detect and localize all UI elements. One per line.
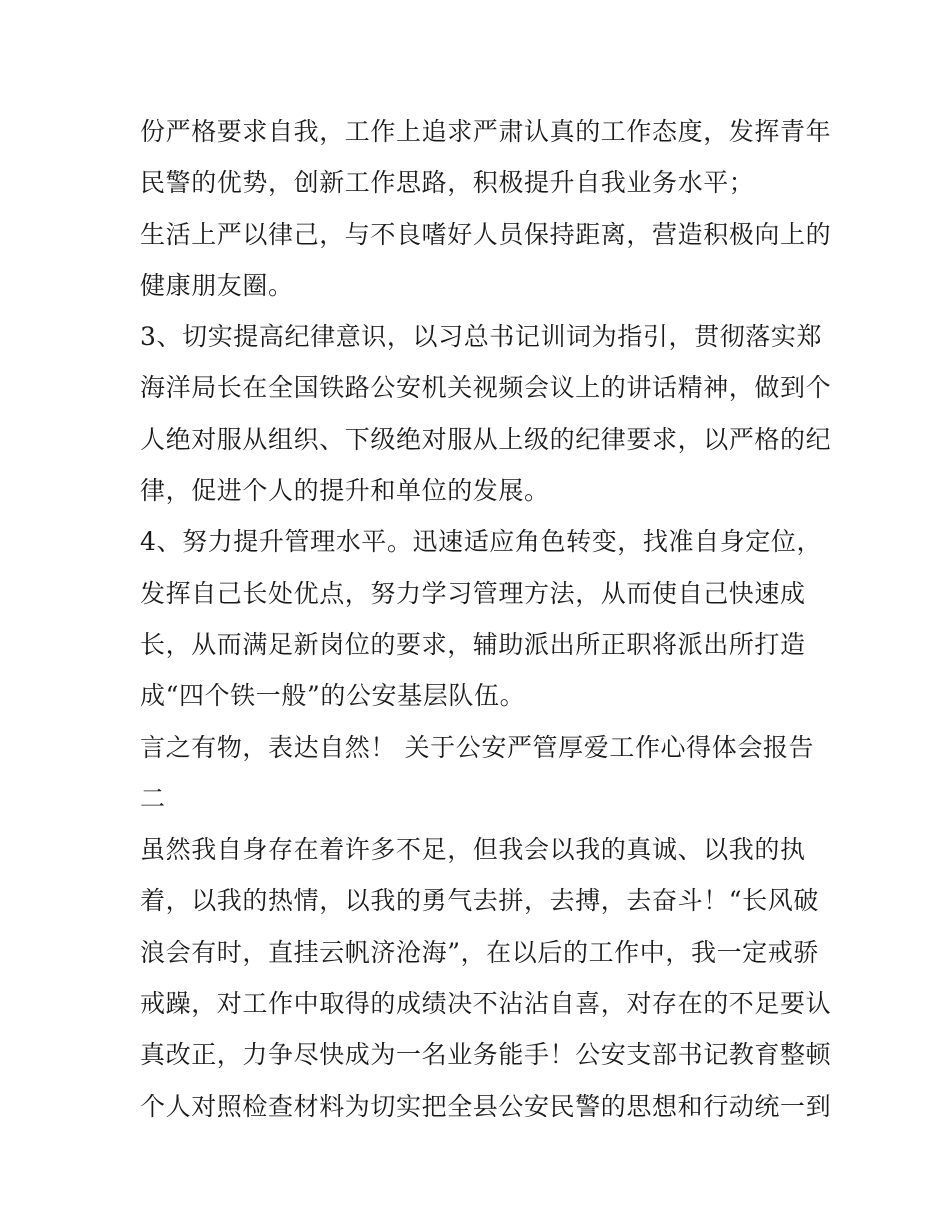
text-line: 二 [140, 783, 166, 813]
text-line: 人绝对服从组织、下级绝对服从上级的纪律要求，以严格的纪 [140, 424, 832, 454]
text-line: 言之有物，表达自然！ 关于公安严管厚爱工作心得体会报告 [140, 732, 815, 762]
text-line: 健康朋友圈。 [140, 270, 294, 300]
text-line: 律，促进个人的提升和单位的发展。 [140, 476, 550, 506]
text-line: 3、切实提高纪律意识，以习总书记训词为指引，贯彻落实郑 [140, 322, 823, 352]
text-line: 成“四个铁一般”的公安基层队伍。 [140, 681, 526, 711]
text-line: 长，从而满足新岗位的要求，辅助派出所正职将派出所打造 [140, 629, 806, 659]
text-line: 民警的优势，创新工作思路，积极提升自我业务水平； [140, 168, 755, 198]
text-line: 个人对照检查材料为切实把全县公安民警的思想和行动统一到 [140, 1091, 832, 1121]
text-line: 生活上严以律己，与不良嗜好人员保持距离，营造积极向上的 [140, 219, 832, 249]
text-line: 发挥自己长处优点，努力学习管理方法，从而使自己快速成 [140, 578, 806, 608]
text-line: 4、努力提升管理水平。迅速适应角色转变，找准自身定位， [140, 527, 823, 557]
text-line: 戒躁，对工作中取得的成绩决不沾沾自喜，对存在的不足要认 [140, 989, 832, 1019]
text-line: 浪会有时，直挂云帆济沧海”，在以后的工作中，我一定戒骄 [140, 937, 819, 967]
text-line: 海洋局长在全国铁路公安机关视频会议上的讲话精神，做到个 [140, 373, 832, 403]
body-text [140, 106, 830, 1132]
text-line: 着，以我的热情，以我的勇气去拼，去搏，去奋斗！“长风破 [140, 886, 819, 916]
text-line: 份严格要求自我，工作上追求严肃认真的工作态度，发挥青年 [140, 117, 832, 146]
text-line: 真改正，力争尽快成为一名业务能手！公安支部书记教育整顿 [140, 1040, 832, 1070]
text-line: 虽然我自身存在着许多不足，但我会以我的真诚、以我的执 [140, 835, 806, 865]
